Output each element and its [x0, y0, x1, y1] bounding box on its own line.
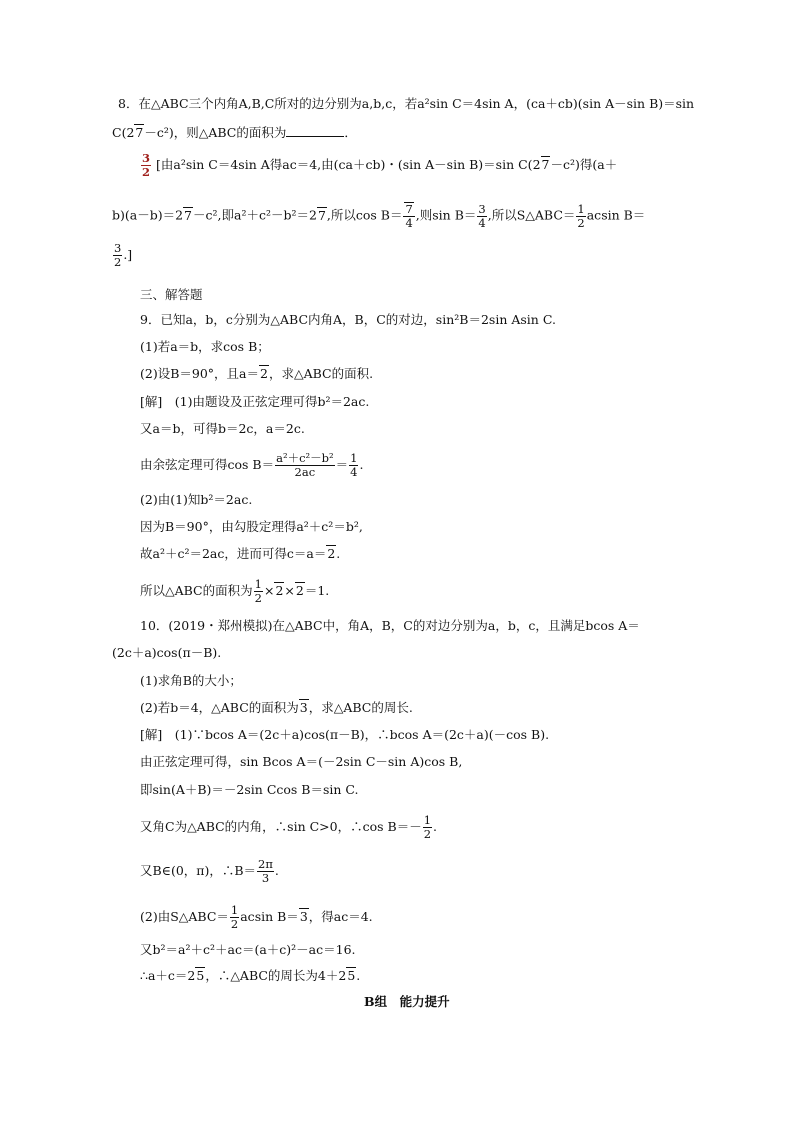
- q10-part1: (1)求角B的大小；: [140, 673, 242, 688]
- q8-solution-line1: $\frac{3}{2}$ [由a²sin C＝4sin A得ac＝4,由(ca＋cb)・(sin A－sin B)＝sin C(27－c²)得(a＋: [142, 151, 618, 179]
- q9-sol-6: 故a²＋c²＝2ac，进而可得c＝a＝2.: [140, 546, 341, 561]
- q10-sol-6: (2)由S△ABC＝ $\frac{1}{2}$ acsin B＝3，得ac＝4.: [140, 903, 373, 931]
- q8-solution-line2: b)(a－b)＝27－c²,即a²＋c²－b²＝27,所以cos B＝ $\frac{7}{4}$ ,则sin B＝ $\frac{3}{4}$ ,所以S△ABC＝ $\frac{1}{2}$ acsin B＝: [112, 201, 646, 230]
- answer-blank: [286, 124, 344, 137]
- q8-line2: C(27－c²)，则△ABC的面积为 ．: [112, 125, 357, 140]
- q10-sol-5: 又B∈(0，π)，∴B＝ $\frac{2\pi}{3}$ .: [140, 857, 279, 885]
- q8-line1: 8．在△ABC三个内角A,B,C所对的边分别为a,b,c，若a²sin C＝4sin A，(ca＋cb)(sin A－sin B)＝sin: [118, 96, 695, 111]
- q9-part2: (2)设B＝90°，且a＝2，求△ABC的面积.: [140, 366, 374, 381]
- q9-stem: 9．已知a，b，c分别为△ABC内角A，B，C的对边，sin²B＝2sin Asin C.: [140, 312, 556, 327]
- q9-sol-4: (2)由(1)知b²＝2ac.: [140, 492, 253, 507]
- q10-stem-1: 10．(2019・郑州模拟)在△ABC中，角A，B，C的对边分别为a，b，c，且满足bcos A＝: [140, 618, 640, 633]
- q10-sol-7: 又b²＝a²＋c²＋ac＝(a＋c)²－ac＝16.: [140, 942, 356, 957]
- q10-sol-8: ∴a＋c＝25，∴△ABC的周长为4＋25.: [140, 968, 361, 983]
- q10-sol-2: 由正弦定理可得，sin Bcos A＝(－2sin C－sin A)cos B,: [140, 754, 463, 769]
- q10-sol-1: [解] (1)∵bcos A＝(2c＋a)cos(π－B)，∴bcos A＝(2c＋a)(－cos B).: [140, 727, 550, 742]
- q10-stem-2: (2c＋a)cos(π－B).: [112, 645, 222, 660]
- q9-sol-7: 所以△ABC的面积为 $\frac{1}{2}$ ×2×2＝1.: [140, 577, 330, 605]
- q9-part1: (1)若a＝b，求cos B；: [140, 339, 270, 354]
- section-heading: 三、解答题: [140, 287, 203, 302]
- q10-sol-4: 又角C为△ABC的内角，∴sin C>0，∴cos B＝－ $\frac{1}{2}$ .: [140, 813, 438, 841]
- q8-solution-line3: $\frac{3}{2}$ .]: [114, 241, 133, 269]
- q9-sol-5: 因为B＝90°，由勾股定理得a²＋c²＝b²,: [140, 519, 363, 534]
- q10-part2: (2)若b＝4，△ABC的面积为3，求△ABC的周长.: [140, 700, 413, 715]
- q10-sol-3: 即sin(A＋B)＝－2sin Ccos B＝sin C.: [140, 782, 359, 797]
- q8-answer: $\frac{3}{2}$: [142, 151, 151, 179]
- q9-sol-1: [解] (1)由题设及正弦定理可得b²＝2ac.: [140, 394, 370, 409]
- group-b-heading: B组 能力提升: [364, 994, 450, 1009]
- q9-sol-3: 由余弦定理可得cos B＝ $\frac{\text{a²＋c²－b²}}{2ac}$ ＝ $\frac{1}{4}$ .: [140, 451, 364, 479]
- q9-sol-2: 又a＝b，可得b＝2c，a＝2c.: [140, 421, 305, 436]
